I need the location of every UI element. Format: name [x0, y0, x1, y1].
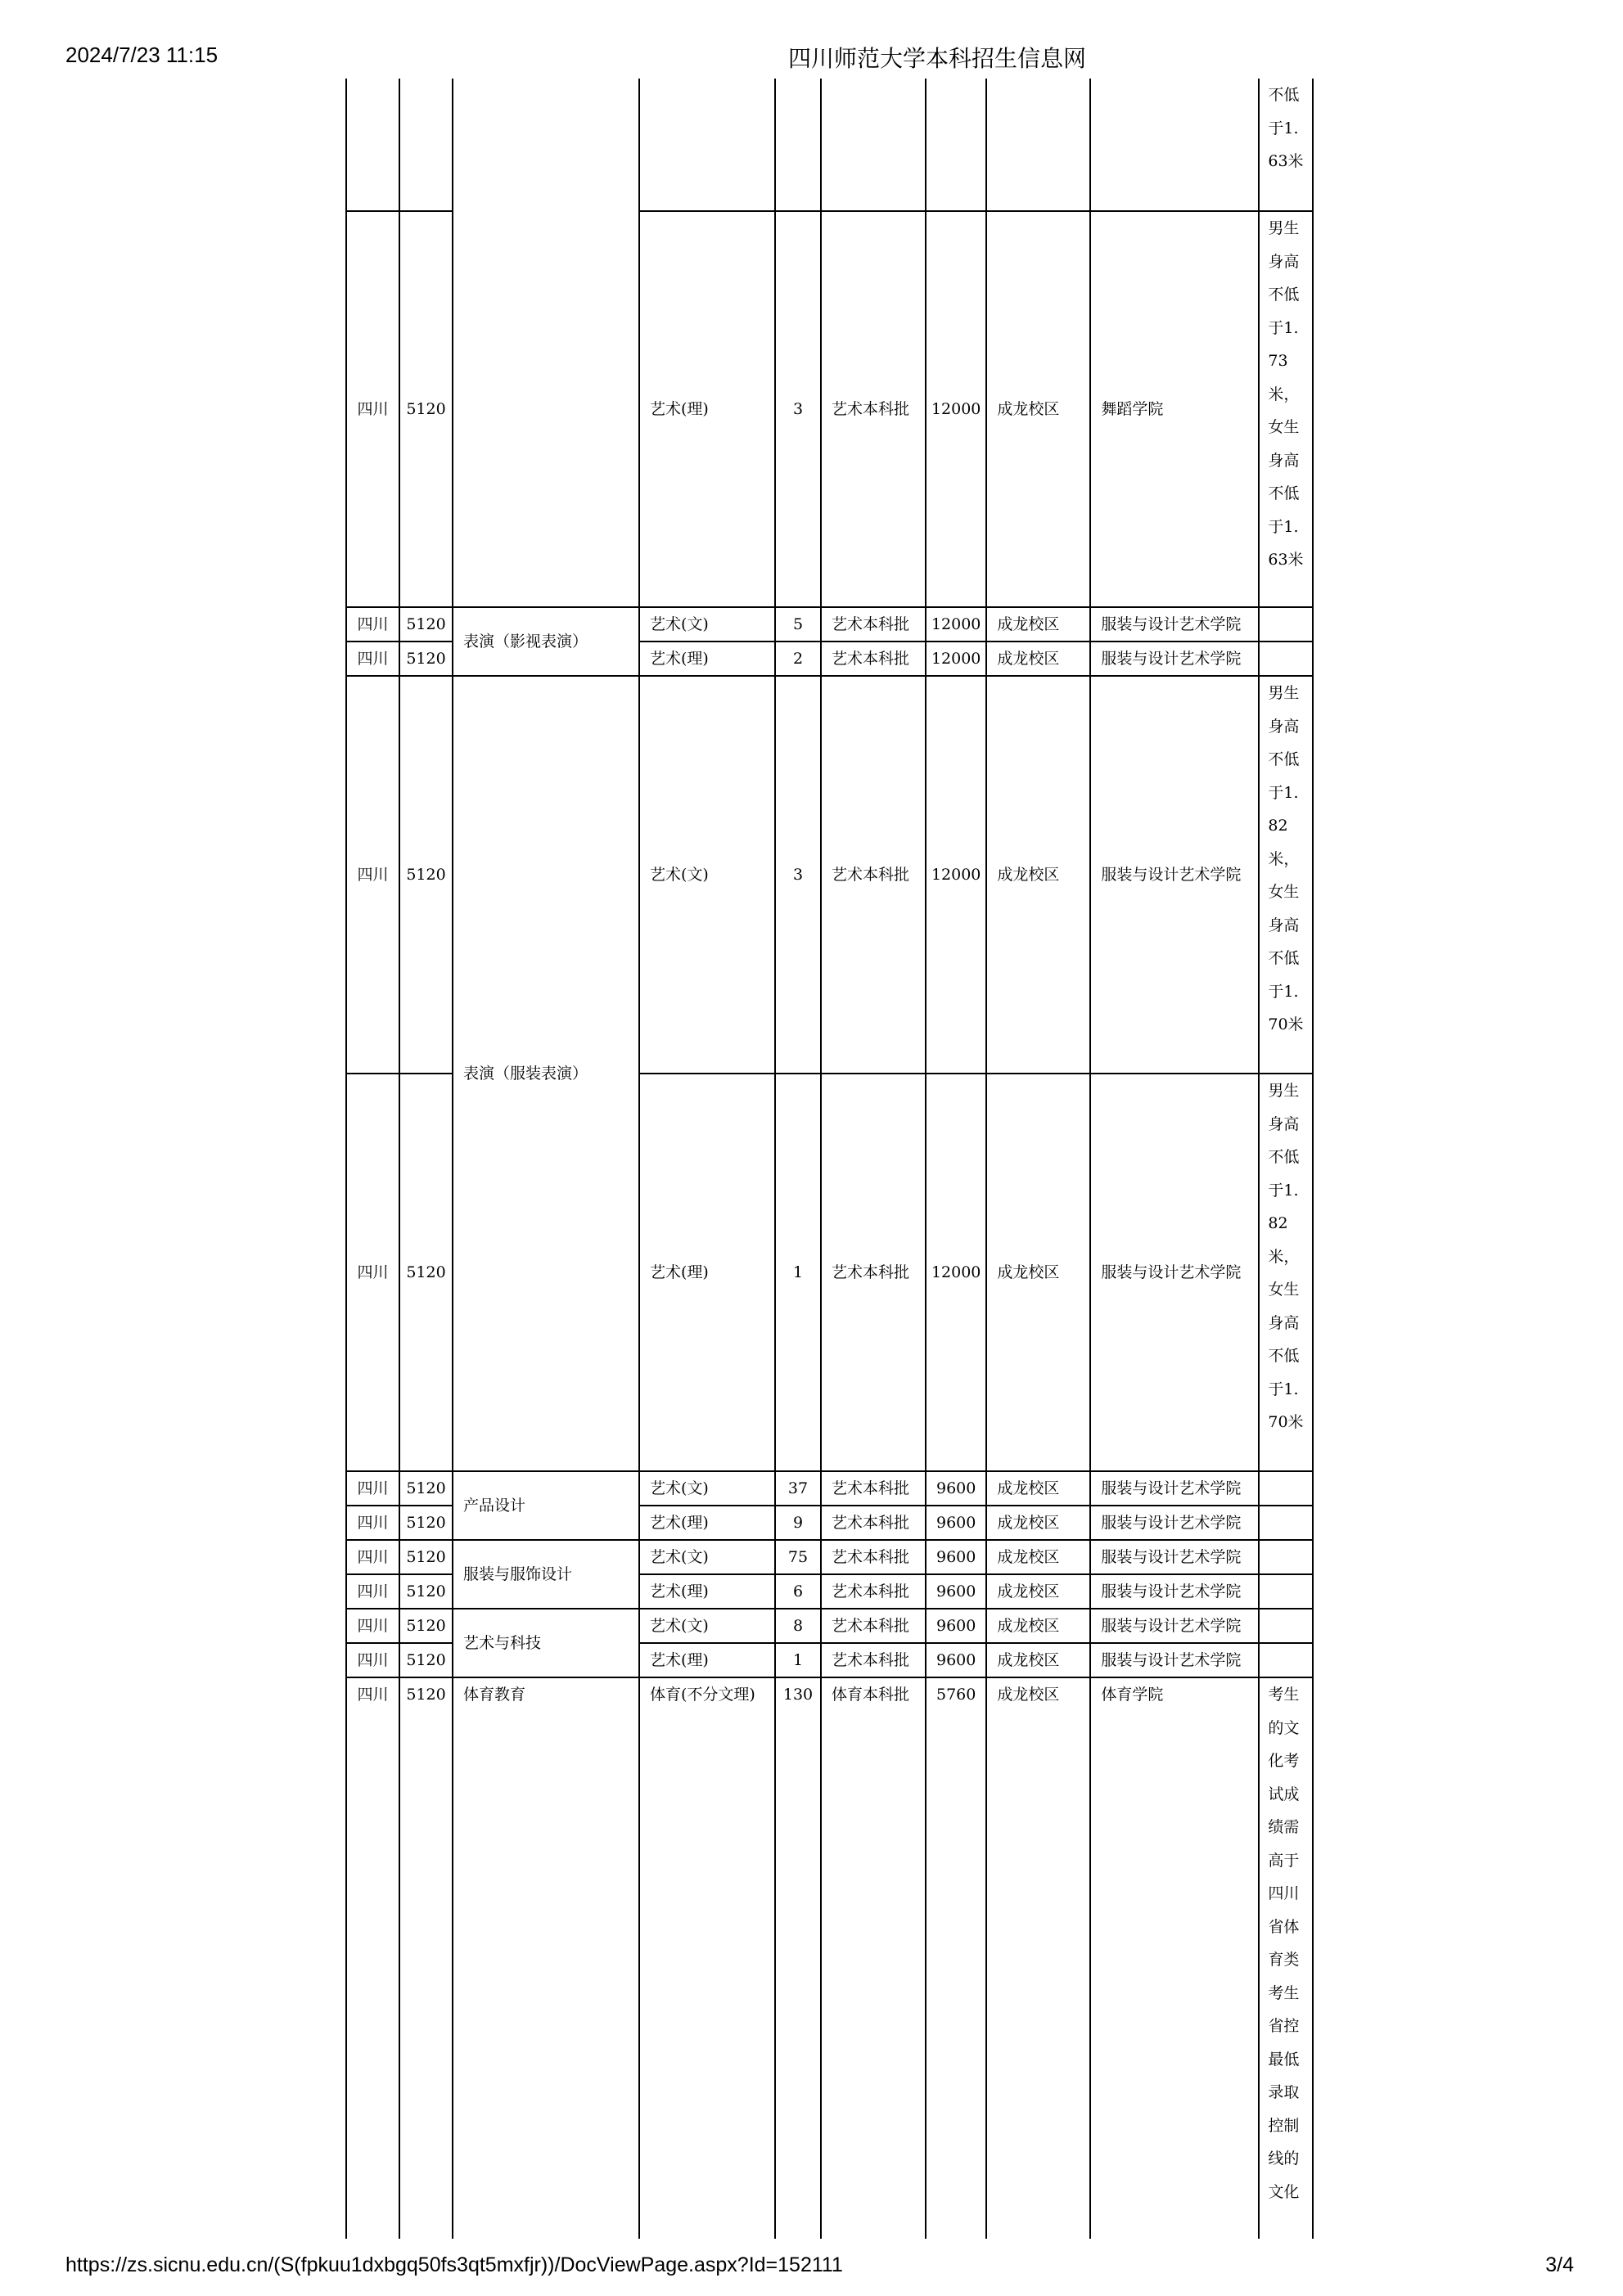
cell-subject: 艺术(理)	[639, 211, 775, 607]
cell-note: 男生身高不低于1.73米，女生身高不低于1.63米	[1259, 211, 1313, 607]
table-row	[346, 676, 1313, 1074]
cell-campus: 成龙校区	[986, 676, 1090, 1074]
table-row-continued	[346, 79, 1313, 211]
cell-fee: 12000	[926, 1074, 986, 1471]
cell-major: 产品设计	[453, 1471, 639, 1540]
cell-province	[346, 79, 399, 211]
cell-code: 5120	[399, 1540, 453, 1574]
site-title: 四川师范大学本科招生信息网	[787, 46, 1086, 71]
page-number: 3/4	[1545, 2253, 1574, 2276]
cell-major: 表演（服装表演）	[453, 676, 639, 1471]
cell-code: 5120	[399, 1677, 453, 2239]
cell-code: 5120	[399, 1506, 453, 1540]
table-row	[346, 1540, 1313, 1574]
cell-college: 服装与设计艺术学院	[1090, 607, 1259, 642]
table-row	[346, 607, 1313, 642]
cell-campus: 成龙校区	[986, 1471, 1090, 1506]
cell-campus: 成龙校区	[986, 211, 1090, 607]
cell-note	[1259, 1540, 1313, 1574]
cell-code: 5120	[399, 676, 453, 1074]
cell-count: 3	[775, 676, 821, 1074]
cell-batch: 艺术本科批	[821, 642, 926, 676]
cell-note	[1259, 1471, 1313, 1506]
page-header-title	[0, 41, 1623, 74]
cell-batch: 艺术本科批	[821, 1609, 926, 1643]
cell-batch: 体育本科批	[821, 1677, 926, 2239]
cell-subject: 艺术(理)	[639, 1574, 775, 1609]
cell-campus: 成龙校区	[986, 1540, 1090, 1574]
cell-campus: 成龙校区	[986, 1643, 1090, 1677]
cell-note: 男生身高不低于1.82米，女生身高不低于1.70米	[1259, 1074, 1313, 1471]
cell-count: 1	[775, 1074, 821, 1471]
cell-subject: 体育(不分文理)	[639, 1677, 775, 2239]
cell-batch: 艺术本科批	[821, 1506, 926, 1540]
cell-campus: 成龙校区	[986, 1609, 1090, 1643]
cell-fee: 5760	[926, 1677, 986, 2239]
cell-college: 服装与设计艺术学院	[1090, 676, 1259, 1074]
cell-count: 37	[775, 1471, 821, 1506]
cell-fee: 12000	[926, 211, 986, 607]
cell-note	[1259, 1643, 1313, 1677]
print-datetime: 2024/7/23 11:15	[65, 43, 219, 67]
cell-note: 考生的文化考试成绩需高于四川省体育类考生省控最低录取控制线的文化	[1259, 1677, 1313, 2239]
cell-note	[1259, 642, 1313, 676]
cell-college: 体育学院	[1090, 1677, 1259, 2239]
cell-subject: 艺术(文)	[639, 676, 775, 1074]
cell-code: 5120	[399, 642, 453, 676]
cell-province: 四川	[346, 1540, 399, 1574]
cell-count: 5	[775, 607, 821, 642]
cell-province: 四川	[346, 1074, 399, 1471]
table-row	[346, 1609, 1313, 1643]
cell-province: 四川	[346, 1471, 399, 1506]
cell-college: 服装与设计艺术学院	[1090, 1074, 1259, 1471]
cell-college: 服装与设计艺术学院	[1090, 642, 1259, 676]
cell-note: 不低于1.63米	[1259, 79, 1313, 211]
cell-count: 8	[775, 1609, 821, 1643]
cell-count: 2	[775, 642, 821, 676]
cell-batch: 艺术本科批	[821, 1574, 926, 1609]
cell-college: 服装与设计艺术学院	[1090, 1471, 1259, 1506]
cell-college: 服装与设计艺术学院	[1090, 1574, 1259, 1609]
cell-subject: 艺术(文)	[639, 1609, 775, 1643]
cell-college: 服装与设计艺术学院	[1090, 1609, 1259, 1643]
cell-campus: 成龙校区	[986, 1677, 1090, 2239]
table-row	[346, 1471, 1313, 1506]
cell-province: 四川	[346, 1506, 399, 1540]
cell-count: 6	[775, 1574, 821, 1609]
cell-code: 5120	[399, 1074, 453, 1471]
cell-province: 四川	[346, 1609, 399, 1643]
cell-fee: 9600	[926, 1574, 986, 1609]
cell-batch: 艺术本科批	[821, 607, 926, 642]
cell-fee	[926, 79, 986, 211]
cell-note: 男生身高不低于1.82米，女生身高不低于1.70米	[1259, 676, 1313, 1074]
cell-count: 130	[775, 1677, 821, 2239]
cell-fee: 12000	[926, 607, 986, 642]
cell-college: 服装与设计艺术学院	[1090, 1540, 1259, 1574]
cell-subject: 艺术(文)	[639, 1540, 775, 1574]
cell-batch: 艺术本科批	[821, 1540, 926, 1574]
cell-subject: 艺术(理)	[639, 1506, 775, 1540]
cell-fee: 9600	[926, 1609, 986, 1643]
cell-major: 表演（影视表演）	[453, 607, 639, 676]
cell-batch: 艺术本科批	[821, 676, 926, 1074]
cell-fee: 9600	[926, 1471, 986, 1506]
cell-college	[1090, 79, 1259, 211]
admission-plan-table	[345, 79, 1314, 2239]
cell-province: 四川	[346, 642, 399, 676]
cell-campus	[986, 79, 1090, 211]
cell-province: 四川	[346, 1574, 399, 1609]
cell-batch: 艺术本科批	[821, 1074, 926, 1471]
cell-major: 艺术与科技	[453, 1609, 639, 1677]
cell-count: 75	[775, 1540, 821, 1574]
cell-code: 5120	[399, 1609, 453, 1643]
cell-province: 四川	[346, 1677, 399, 2239]
cell-province: 四川	[346, 1643, 399, 1677]
cell-subject: 艺术(文)	[639, 607, 775, 642]
cell-college: 服装与设计艺术学院	[1090, 1643, 1259, 1677]
cell-count: 1	[775, 1643, 821, 1677]
cell-code: 5120	[399, 211, 453, 607]
cell-fee: 9600	[926, 1540, 986, 1574]
cell-province: 四川	[346, 607, 399, 642]
cell-campus: 成龙校区	[986, 1074, 1090, 1471]
cell-major-dance	[453, 79, 639, 607]
footer-url: https://zs.sicnu.edu.cn/(S(fpkuu1dxbgq50fs3qt5mxfjr))/DocViewPage.aspx?Id=152111	[65, 2253, 843, 2276]
cell-count: 9	[775, 1506, 821, 1540]
cell-batch	[821, 79, 926, 211]
cell-count	[775, 79, 821, 211]
cell-batch: 艺术本科批	[821, 1471, 926, 1506]
cell-subject: 艺术(理)	[639, 1643, 775, 1677]
cell-note	[1259, 1574, 1313, 1609]
cell-note	[1259, 607, 1313, 642]
cell-code: 5120	[399, 1643, 453, 1677]
cell-batch: 艺术本科批	[821, 211, 926, 607]
cell-count: 3	[775, 211, 821, 607]
cell-note	[1259, 1506, 1313, 1540]
cell-batch: 艺术本科批	[821, 1643, 926, 1677]
cell-campus: 成龙校区	[986, 607, 1090, 642]
cell-code: 5120	[399, 1574, 453, 1609]
cell-campus: 成龙校区	[986, 1506, 1090, 1540]
cell-subject: 艺术(理)	[639, 642, 775, 676]
table-row	[346, 1677, 1313, 2239]
cell-subject	[639, 79, 775, 211]
cell-fee: 9600	[926, 1506, 986, 1540]
cell-province: 四川	[346, 676, 399, 1074]
cell-major: 服装与服饰设计	[453, 1540, 639, 1609]
cell-fee: 9600	[926, 1643, 986, 1677]
cell-college: 舞蹈学院	[1090, 211, 1259, 607]
cell-fee: 12000	[926, 676, 986, 1074]
cell-subject: 艺术(文)	[639, 1471, 775, 1506]
cell-fee: 12000	[926, 642, 986, 676]
cell-code	[399, 79, 453, 211]
cell-college: 服装与设计艺术学院	[1090, 1506, 1259, 1540]
cell-note	[1259, 1609, 1313, 1643]
cell-code: 5120	[399, 1471, 453, 1506]
cell-campus: 成龙校区	[986, 1574, 1090, 1609]
cell-subject: 艺术(理)	[639, 1074, 775, 1471]
cell-major: 体育教育	[453, 1677, 639, 2239]
cell-province: 四川	[346, 211, 399, 607]
cell-campus: 成龙校区	[986, 642, 1090, 676]
cell-code: 5120	[399, 607, 453, 642]
